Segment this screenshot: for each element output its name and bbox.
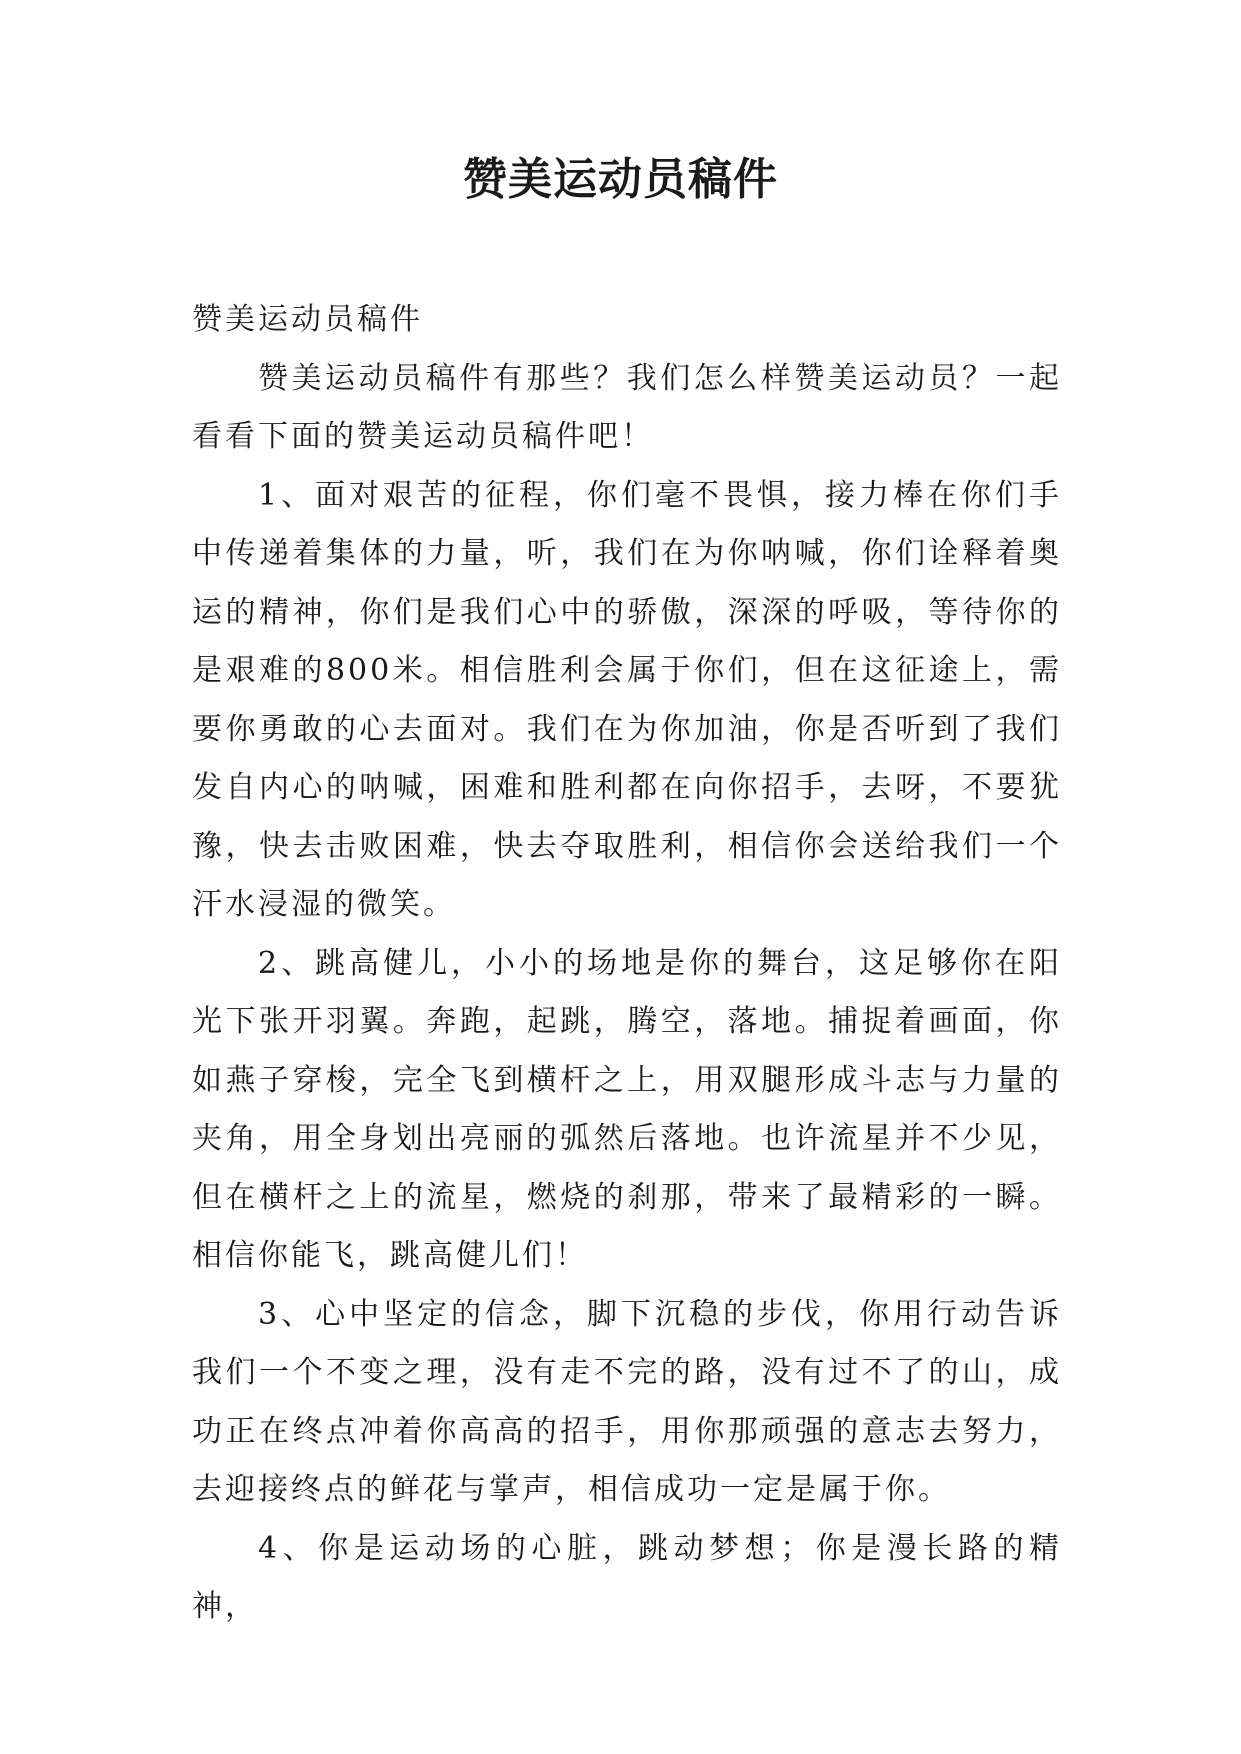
document-body — [192, 291, 1062, 1637]
paragraph-1: 1、面对艰苦的征程，你们毫不畏惧，接力棒在你们手中传递着集体的力量，听，我们在为你呐喊，你们诠释着奥运的精神，你们是我们心中的骄傲，深深的呼吸，等待你的是艰难的800米。相信胜利会属于你们，但在这征途上，需要你勇敢的心去面对。我们在为你加油，你是否听到了我们发自内心的呐喊，困难和胜利都在向你招手，去呀，不要犹豫，快去击败困难，快去夺取胜利，相信你会送给我们一个汗水浸湿的微笑。 — [192, 477, 1062, 922]
document-subtitle: 赞美运动员稿件 — [192, 302, 423, 337]
document-title: 赞美运动员稿件 — [463, 154, 778, 205]
paragraph-3: 3、心中坚定的信念，脚下沉稳的步伐，你用行动告诉我们一个不变之理，没有走不完的路，没有过不了的山，成功正在终点冲着你高高的招手，用你那顽强的意志去努力，去迎接终点的鲜花与掌声，相信成功一定是属于你。 — [192, 1296, 1062, 1507]
paragraph-4: 4、你是运动场的心脏，跳动梦想；你是漫长路的精神， — [192, 1530, 1062, 1624]
paragraph-2: 2、跳高健儿，小小的场地是你的舞台，这足够你在阳光下张开羽翼。奔跑，起跳，腾空，落地。捕捉着画面，你如燕子穿梭，完全飞到横杆之上，用双腿形成斗志与力量的夹角，用全身划出亮丽的弧然后落地。也许流星并不少见，但在横杆之上的流星，燃烧的刹那，带来了最精彩的一瞬。相信你能飞，跳高健儿们！ — [192, 945, 1062, 1273]
intro-paragraph: 赞美运动员稿件有那些？我们怎么样赞美运动员？一起看看下面的赞美运动员稿件吧！ — [192, 360, 1062, 454]
